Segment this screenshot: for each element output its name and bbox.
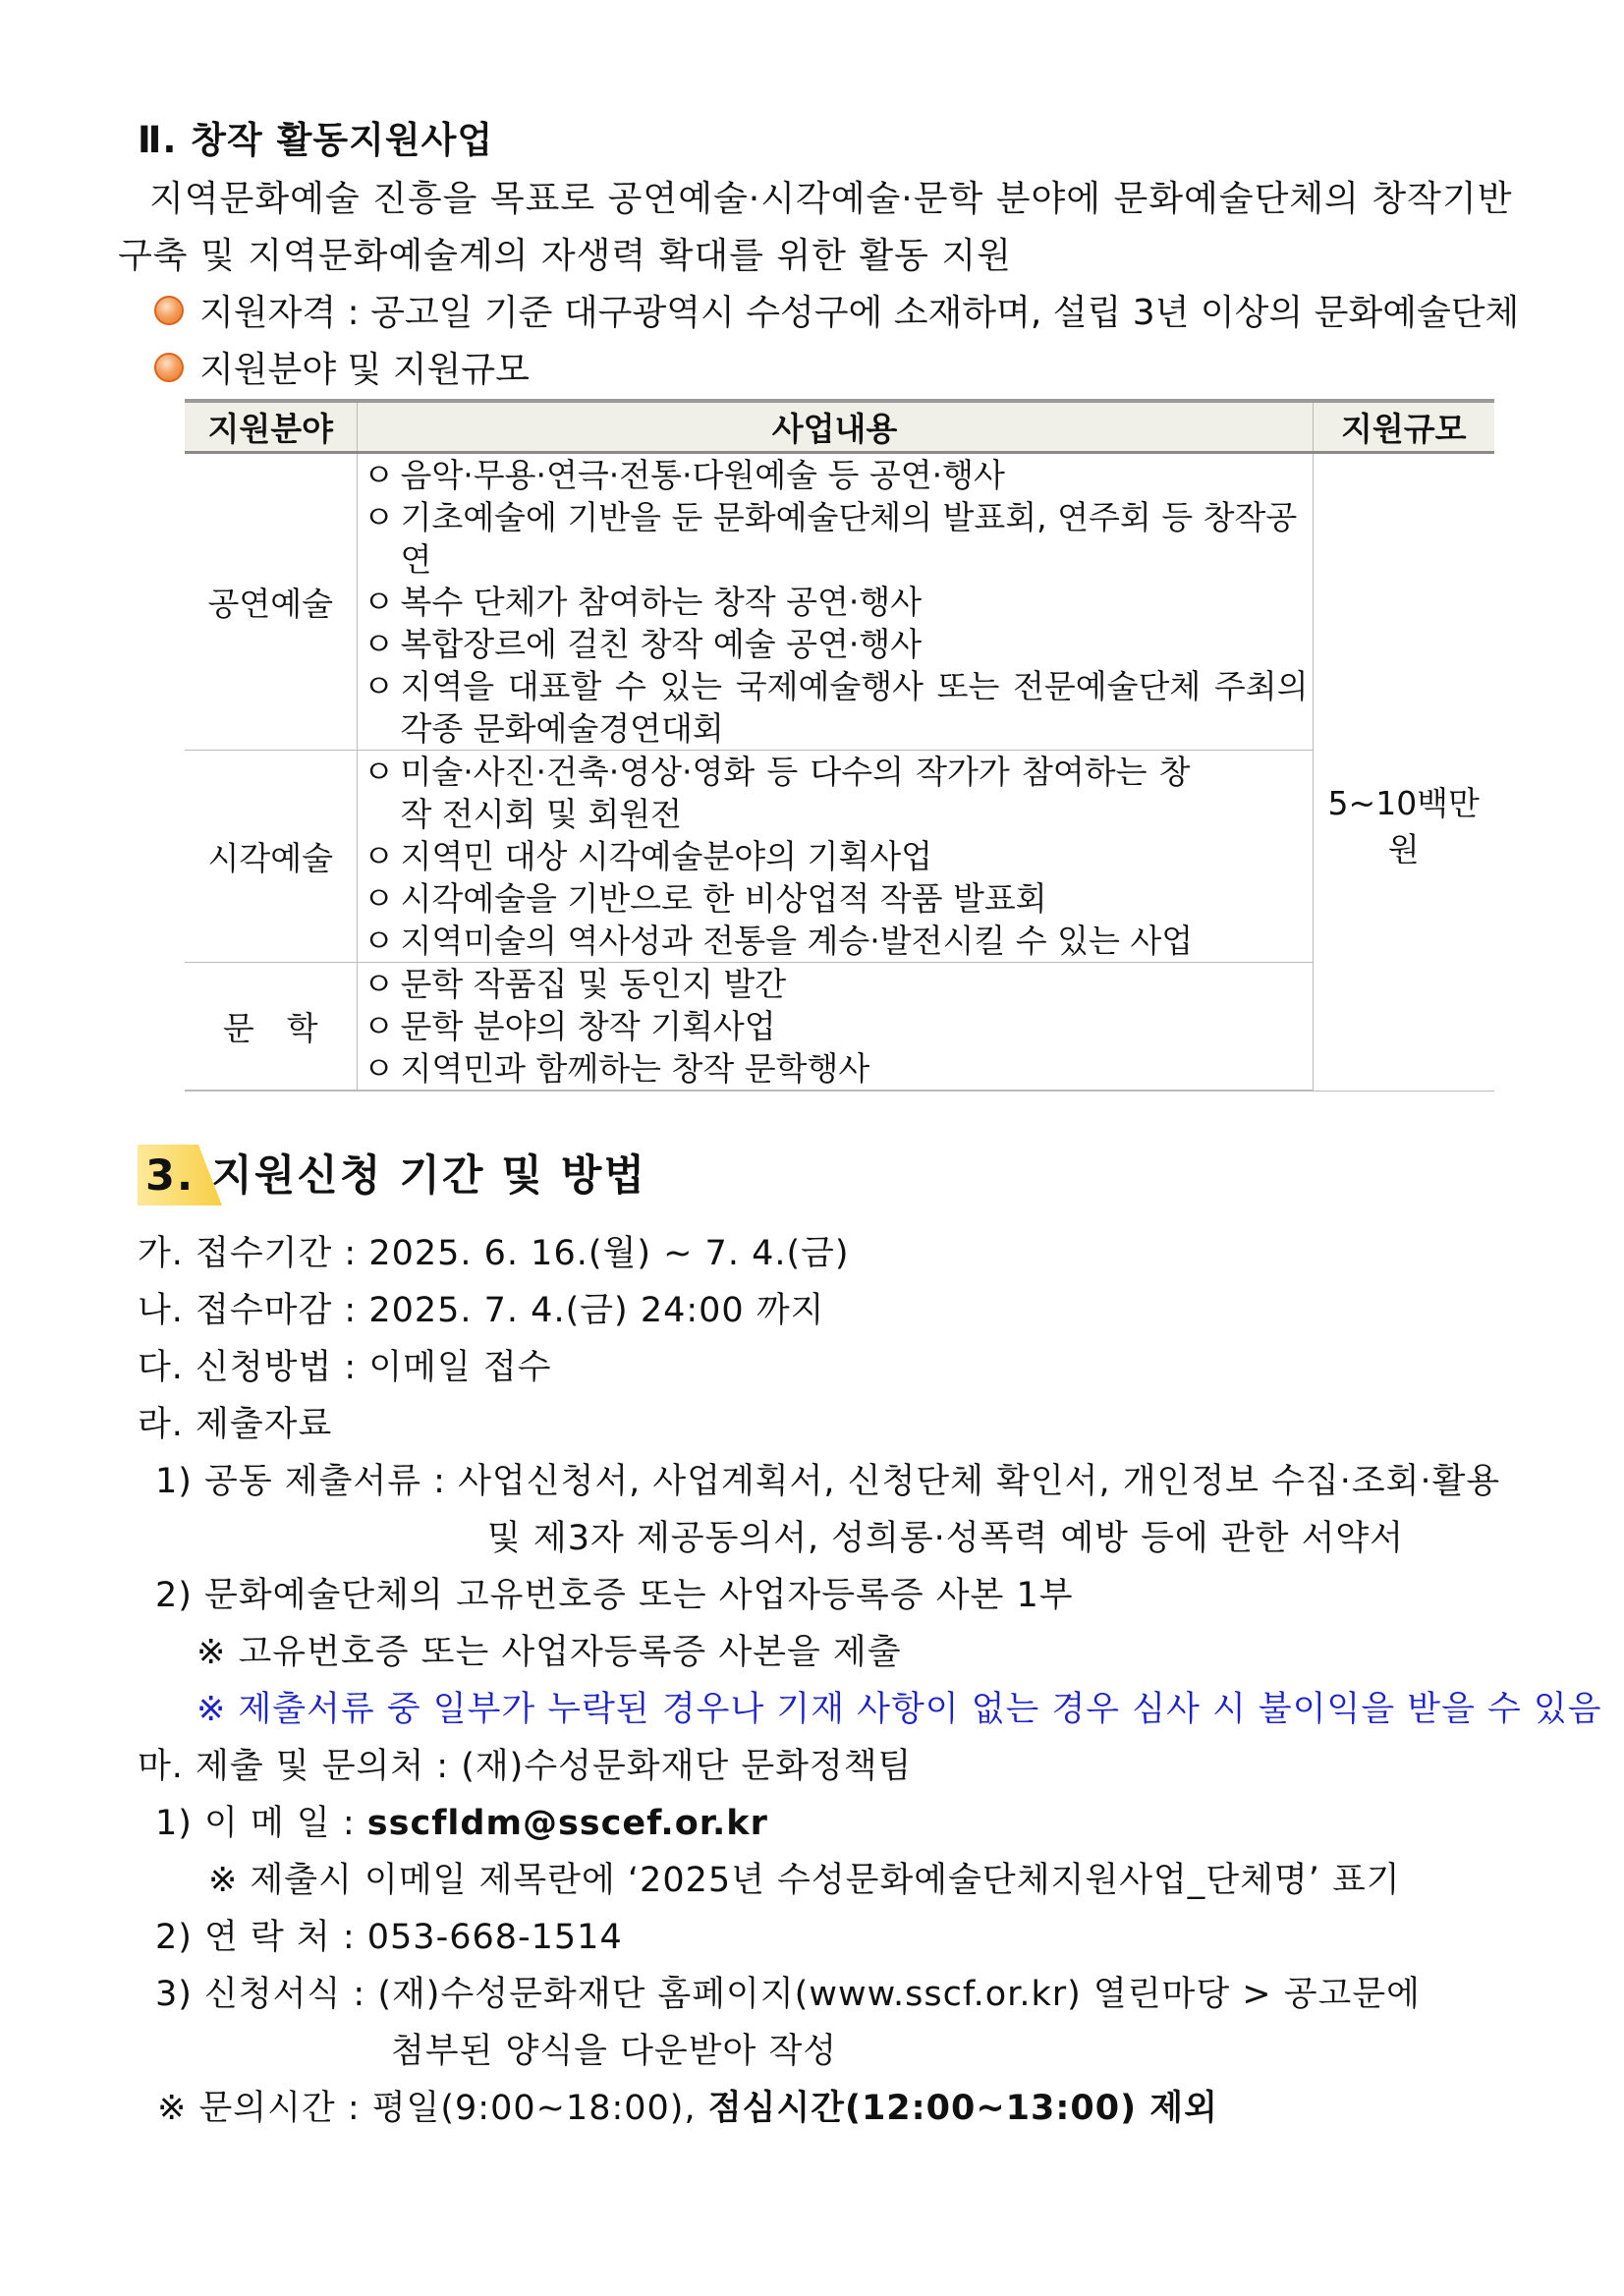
circle-bullet: ㅇ: [363, 879, 395, 918]
section2-intro-line1: 지역문화예술 진흥을 목표로 공연예술·시각예술·문학 분야에 문화예술단체의 창작기반: [149, 179, 1513, 219]
table-row: [185, 963, 1494, 1092]
circle-bullet: ㅇ: [363, 583, 395, 621]
scope-line: [154, 342, 530, 392]
docs-registration-line: 2) 문화예술단체의 고유번호증 또는 사업자등록증 사본 1부: [155, 1576, 1074, 1615]
field-cell: 공연예술: [185, 453, 357, 751]
content-cell: [357, 453, 1313, 751]
list-item: ㅇ 지역을 대표할 수 있는 국제예술행사 또는 전문예술단체 주최의 각종 문화예술경연대회: [363, 667, 1309, 748]
circle-bullet: ㅇ: [363, 498, 395, 536]
list-item: ㅇ 시각예술을 기반으로 한 비상업적 작품 발표회: [363, 879, 1047, 918]
contact-title: 마. 제출 및 문의처 : (재)수성문화재단 문화정책팀: [138, 1747, 913, 1786]
method-line: 다. 신청방법 : 이메일 접수: [138, 1348, 552, 1387]
orange-bullet-icon: [154, 353, 184, 382]
email-note: ※ 제출시 이메일 제목란에 ‘2025년 수성문화예술단체지원사업_단체명’ 표기: [208, 1861, 1401, 1900]
eligibility-text: 지원자격 : 공고일 기준 대구광역시 수성구에 소재하며, 설립 3년 이상의 문화예술단체: [199, 293, 1520, 333]
section2-intro-line2: 구축 및 지역문화예술계의 자생력 확대를 위한 활동 지원: [118, 236, 1012, 276]
hours-line: [157, 2081, 1218, 2130]
list-item: ㅇ 문학 분야의 창작 기획사업: [363, 1007, 776, 1045]
docs-title: 라. 제출자료: [138, 1405, 333, 1444]
field-cell: 문 학: [185, 963, 357, 1092]
list-item: ㅇ 음악·무용·연극·전통·다원예술 등 공연·행사: [363, 456, 1005, 494]
email-label: 1) 이 메 일 :: [155, 1804, 367, 1843]
docs-common-line2: 및 제3자 제공동의서, 성희롱·성폭력 예방 등에 관한 서약서: [487, 1519, 1405, 1558]
list-item: ㅇ 기초예술에 기반을 둔 문화예술단체의 발표회, 연주회 등 창작공연: [363, 498, 1298, 579]
table-row: [185, 453, 1494, 751]
deadline-line: 나. 접수마감 : 2025. 7. 4.(금) 24:00 까지: [138, 1291, 825, 1330]
list-item: ㅇ 지역민과 함께하는 창작 문학행사: [363, 1049, 870, 1088]
list-item: ㅇ 복수 단체가 참여하는 창작 공연·행사: [363, 583, 923, 621]
scope-title: 지원분야 및 지원규모: [199, 350, 530, 390]
list-item: ㅇ 미술·사진·건축·영상·영화 등 다수의 작가가 참여하는 창작 전시회 및 회원전: [363, 753, 1191, 833]
table-header-row: [185, 401, 1494, 453]
list-item: ㅇ 문학 작품집 및 동인지 발간: [363, 965, 787, 1003]
form-line1: 3) 신청서식 : (재)수성문화재단 홈페이지(www.sscf.or.kr) 열린마당 > 공고문에: [155, 1975, 1421, 2014]
content-cell: [357, 751, 1313, 963]
period-line: 가. 접수기간 : 2025. 6. 16.(월) ~ 7. 4.(금): [138, 1234, 850, 1273]
header-field: 지원분야: [185, 401, 357, 453]
circle-bullet: ㅇ: [363, 753, 395, 791]
email-address[interactable]: sscfldm@sscef.or.kr: [366, 1804, 768, 1843]
section3-heading: [138, 1135, 648, 1205]
circle-bullet: ㅇ: [363, 922, 395, 960]
list-item: ㅇ 지역미술의 역사성과 전통을 계승·발전시킬 수 있는 사업: [363, 922, 1194, 960]
orange-bullet-icon: [154, 296, 184, 325]
docs-common-line1: 1) 공동 제출서류 : 사업신청서, 사업계획서, 신청단체 확인서, 개인정보 수집·조회·활용: [155, 1462, 1501, 1501]
eligibility-line: [154, 285, 1519, 335]
section3-title: 3. 지원신청 기간 및 방법: [145, 1151, 646, 1201]
header-content: 사업내용: [357, 401, 1313, 453]
field-cell: 시각예술: [185, 751, 357, 963]
header-scale: 지원규모: [1313, 401, 1494, 453]
email-line: [155, 1796, 768, 1845]
circle-bullet: ㅇ: [363, 667, 395, 705]
circle-bullet: ㅇ: [363, 1049, 395, 1088]
circle-bullet: ㅇ: [363, 456, 395, 494]
docs-note: ※ 고유번호증 또는 사업자등록증 사본을 제출: [196, 1633, 902, 1672]
form-line2: 첨부된 양식을 다운받아 작성: [391, 2032, 838, 2071]
list-item: ㅇ 지역민 대상 시각예술분야의 기획사업: [363, 837, 933, 875]
phone-line: 2) 연 락 처 : 053-668-1514: [155, 1918, 623, 1957]
hours-text: ※ 문의시간 : 평일(9:00~18:00),: [157, 2089, 708, 2128]
content-cell: [357, 963, 1313, 1092]
circle-bullet: ㅇ: [363, 837, 395, 875]
circle-bullet: ㅇ: [363, 965, 395, 1003]
docs-warning-note: ※ 제출서류 중 일부가 누락된 경우나 기재 사항이 없는 경우 심사 시 불이익을 받을 수 있음: [196, 1690, 1602, 1729]
section2-title: Ⅱ. 창작 활동지원사업: [138, 119, 494, 161]
support-table: [185, 399, 1494, 1092]
circle-bullet: ㅇ: [363, 625, 395, 663]
lunch-exclusion: 점심시간(12:00~13:00) 제외: [707, 2089, 1218, 2128]
circle-bullet: ㅇ: [363, 1007, 395, 1045]
table-row: [185, 751, 1494, 963]
list-item: ㅇ 복합장르에 걸친 창작 예술 공연·행사: [363, 625, 923, 663]
scale-cell: 5~10백만원: [1313, 453, 1494, 1092]
